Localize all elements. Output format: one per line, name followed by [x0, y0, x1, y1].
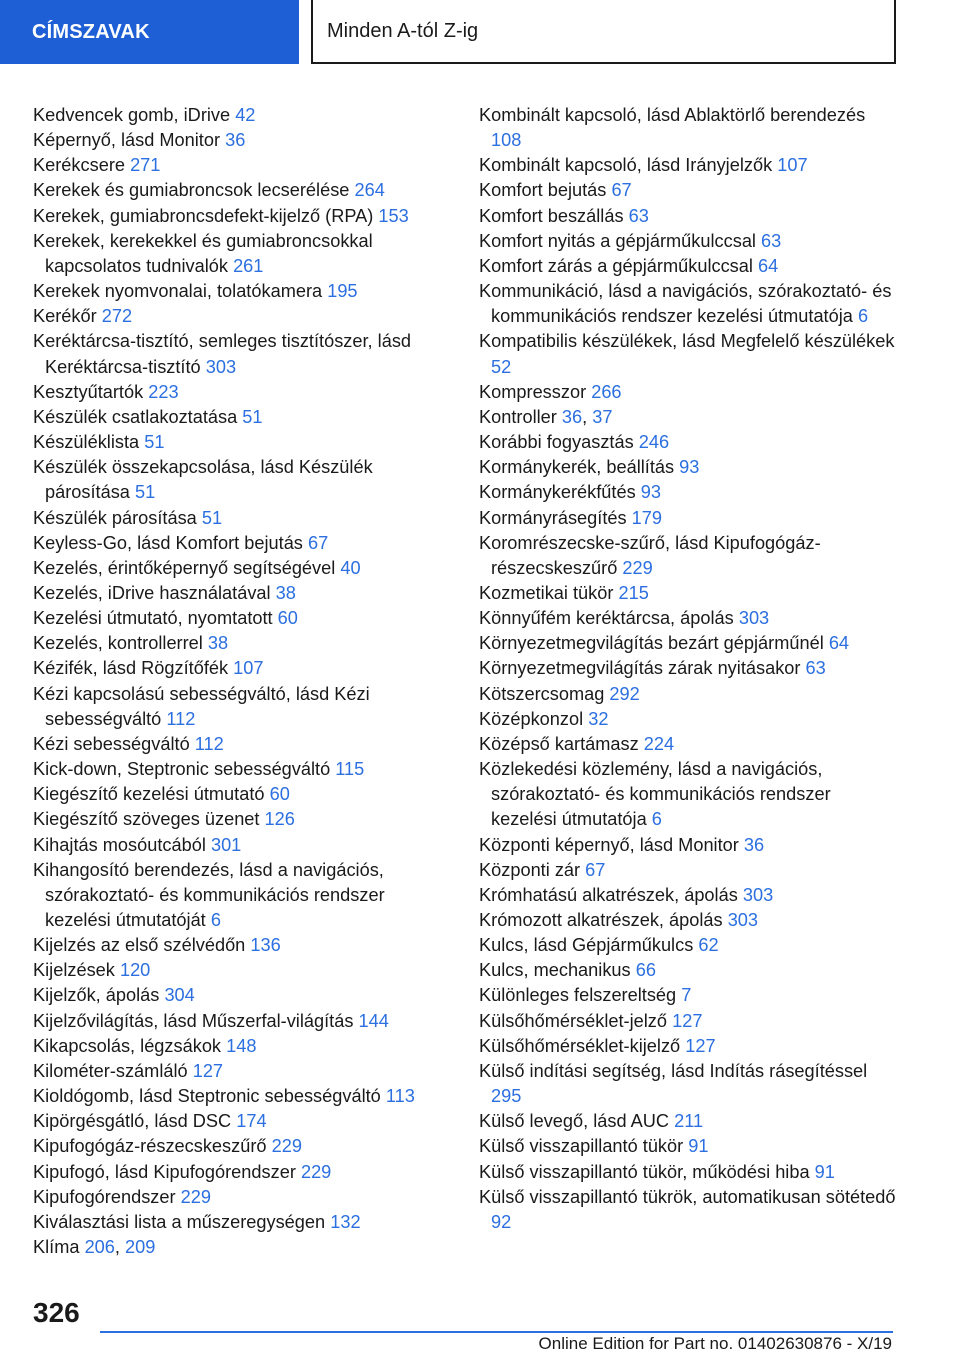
index-entry [479, 1009, 899, 1034]
index-entry [33, 178, 453, 203]
page-reference-link[interactable]: 272 [101, 306, 133, 327]
index-term: Kompresszor [479, 381, 587, 402]
index-entry [479, 480, 899, 505]
page-reference-link[interactable]: 303 [727, 910, 759, 930]
index-term: Komfort bejutás [479, 180, 607, 201]
index-entry [479, 103, 899, 153]
index-entry [479, 958, 899, 983]
index-term: Könnyűfém keréktárcsa, ápolás [479, 608, 734, 629]
page-reference-link[interactable]: 36 [225, 130, 246, 151]
index-entry [479, 983, 899, 1008]
index-term: Kijelzés az első szélvédőn [33, 935, 246, 956]
footer-divider [100, 1331, 893, 1333]
page-reference-link[interactable]: 264 [354, 180, 385, 201]
index-entry [33, 807, 453, 832]
page-reference-link[interactable]: 6 [857, 306, 869, 327]
index-term: Különleges felszereltség [479, 985, 677, 1006]
index-term: Készülék csatlakoztatása [33, 406, 238, 427]
index-entry [33, 204, 453, 229]
index-entry [33, 682, 453, 732]
page-number: 326 [33, 1297, 80, 1328]
page-reference-link[interactable]: 148 [226, 1035, 257, 1056]
page-reference-link[interactable]: 127 [192, 1060, 224, 1081]
index-term: Készülék párosítása [33, 507, 197, 528]
index-term: Kompatibilis készülékek, lásd Megfelelő készülékek [479, 331, 895, 352]
page-reference-link[interactable]: 113 [385, 1086, 415, 1107]
index-term: Keyless-Go, lásd Komfort bejutás [33, 532, 303, 553]
page-reference-link[interactable]: 32 [588, 708, 609, 729]
index-entry [33, 506, 453, 531]
index-term: Környezetmegvilágítás zárak nyitásakor [479, 658, 801, 679]
index-entry [33, 153, 453, 178]
page-reference-link[interactable]: 93 [679, 457, 700, 478]
index-term: Középkonzol [479, 708, 584, 729]
index-column-left [33, 103, 453, 1260]
index-term: Krómhatású alkatrészek, ápolás [479, 884, 738, 905]
index-term: Kézifék, lásd Rögzítőfék [33, 658, 229, 679]
index-term: Külsőhőmérséklet-jelző [479, 1010, 668, 1031]
index-term: Kesztyűtartók [33, 381, 144, 402]
page-reference-link[interactable]: 209 [125, 1237, 156, 1258]
index-entry [33, 1084, 453, 1109]
index-entry [479, 1109, 899, 1134]
page-reference-link[interactable]: 67 [611, 180, 632, 201]
page-reference-link[interactable]: 38 [207, 633, 229, 654]
page-reference-link[interactable]: 62 [698, 935, 719, 956]
index-term: Koromrészecske-szűrő, lásd Kipufogógáz-részecskeszűrő [479, 532, 821, 578]
index-term: Keréktárcsa-tisztító, semleges tisztítószer, lásd Keréktárcsa-tisztító [33, 331, 412, 377]
index-term: Központi képernyő, lásd Monitor [479, 834, 739, 855]
index-entry [479, 279, 899, 329]
page-reference-link[interactable]: 108 [491, 130, 522, 151]
index-term: Külső indítási segítség, lásd Indítás rásegítéssel [479, 1060, 868, 1081]
index-entry [33, 1185, 453, 1210]
index-entry [479, 1134, 899, 1159]
page-reference-link[interactable]: 107 [777, 155, 808, 176]
index-entry [33, 229, 453, 279]
index-entry [479, 204, 899, 229]
index-entry [479, 380, 899, 405]
page-reference-link[interactable]: 246 [638, 432, 670, 453]
index-term: Kormányrásegítés [479, 507, 627, 528]
index-entry [33, 933, 453, 958]
index-term: Krómozott alkatrészek, ápolás [479, 910, 723, 930]
index-entry [479, 933, 899, 958]
page-reference-link[interactable]: 303 [205, 356, 237, 377]
index-term: Kipufogógáz-részecskeszűrő [33, 1136, 267, 1157]
index-entry [479, 430, 899, 455]
index-term: Kommunikáció, lásd a navigációs, szórakoztató- és kommunikációs rendszer kezelési útmutatója [479, 281, 892, 327]
index-entry [479, 656, 899, 681]
page-reference-link[interactable]: 206 [84, 1237, 115, 1258]
index-term: Komfort beszállás [479, 205, 624, 226]
index-entry [479, 908, 899, 933]
page-reference-link[interactable]: 60 [269, 784, 290, 805]
page-reference-link[interactable]: 91 [814, 1161, 835, 1182]
index-entry [33, 1210, 453, 1235]
page-reference-link[interactable]: 112 [194, 733, 224, 754]
index-term: Kezelés, kontrollerrel [33, 633, 203, 654]
page-reference-link[interactable]: 107 [233, 658, 264, 679]
index-term: Kikapcsolás, légzsákok [33, 1035, 222, 1056]
index-term: Komfort nyitás a gépjárműkulccsal [479, 230, 756, 251]
index-term: Kick-down, Steptronic sebességváltó [33, 759, 331, 780]
index-term: Kézi kapcsolású sebességváltó, lásd Kézi sebességváltó [33, 683, 370, 729]
page-reference-link[interactable]: 51 [135, 482, 156, 503]
index-entry [479, 1034, 899, 1059]
page-reference-link[interactable]: 6 [210, 910, 221, 930]
index-term: Külső levegő, lásd AUC [479, 1111, 670, 1132]
index-entry [33, 531, 453, 556]
index-entry: Klíma 206, 209 [33, 1237, 156, 1258]
page-reference-link[interactable]: 66 [635, 960, 656, 981]
index-entry [479, 1059, 899, 1109]
index-term: Kijelzések [33, 960, 115, 981]
index-term: Külső visszapillantó tükör [479, 1136, 684, 1157]
index-term: Közlekedési közlemény, lásd a navigációs, szórakoztató- és kommunikációs rendszer kezelési útmutatója [479, 759, 831, 830]
index-term: Kozmetikai tükör [479, 582, 614, 603]
index-entry [33, 581, 453, 606]
section-title: Minden A-tól Z-ig [311, 0, 896, 64]
index-term: Korábbi fogyasztás [479, 432, 634, 453]
page-reference-link[interactable]: 7 [681, 985, 692, 1006]
page-reference-link[interactable]: 112 [166, 708, 196, 729]
index-term: Kiegészítő szöveges üzenet [33, 809, 260, 830]
index-term: Külsőhőmérséklet-kijelző [479, 1035, 681, 1056]
index-term: Kijelzők, ápolás [33, 985, 160, 1006]
index-entry [479, 1185, 899, 1235]
index-entry [479, 229, 899, 254]
index-entry [33, 958, 453, 983]
index-term: Komfort zárás a gépjárműkulccsal [479, 255, 753, 276]
index-entry [33, 1034, 453, 1059]
index-entry [479, 329, 899, 379]
page-reference-link[interactable]: 6 [651, 809, 662, 830]
page-reference-link[interactable]: 115 [335, 759, 365, 780]
index-entry [33, 1059, 453, 1084]
index-entry [479, 883, 899, 908]
index-column-right [479, 103, 899, 1235]
page-reference-link[interactable]: 224 [643, 733, 675, 754]
page-reference-link[interactable]: 292 [609, 683, 640, 704]
index-term: Kombinált kapcsoló, lásd Irányjelzők [479, 155, 773, 176]
index-entry [33, 279, 453, 304]
page-reference-link[interactable]: 179 [631, 507, 663, 528]
index-entry [33, 858, 453, 933]
page-reference-link[interactable]: 63 [628, 205, 649, 226]
index-entry [33, 782, 453, 807]
index-entry [479, 606, 899, 631]
page-reference-link[interactable]: 304 [164, 985, 195, 1006]
index-entry [33, 103, 453, 128]
index-entry [479, 732, 899, 757]
index-entry [33, 128, 453, 153]
index-term: Kedvencek gomb, iDrive [33, 105, 231, 125]
page-reference-link[interactable]: 91 [688, 1136, 709, 1157]
page-reference-link[interactable]: 36 [743, 834, 765, 855]
page-reference-link[interactable]: 67 [585, 859, 606, 880]
page-reference-link[interactable]: 303 [742, 884, 774, 905]
index-entry [33, 656, 453, 681]
index-entry [33, 405, 453, 430]
page-reference-link[interactable]: 132 [330, 1211, 361, 1232]
page-reference-link[interactable]: 60 [277, 608, 298, 629]
index-term: Külső visszapillantó tükör, működési hiba [479, 1161, 810, 1182]
index-term: Kulcs, lásd Gépjárműkulcs [479, 935, 694, 956]
index-entry [479, 506, 899, 531]
index-term: Kézi sebességváltó [33, 733, 190, 754]
index-entry [33, 631, 453, 656]
index-entry [33, 380, 453, 405]
page-reference-link[interactable]: 51 [144, 432, 165, 453]
index-term: Kioldógomb, lásd Steptronic sebességváltó [33, 1086, 381, 1107]
page-reference-link[interactable]: 42 [235, 105, 256, 125]
index-term: Kormánykerék, beállítás [479, 457, 675, 478]
index-entry [33, 606, 453, 631]
page-reference-link[interactable]: 215 [618, 582, 649, 603]
index-term: Középső kartámasz [479, 733, 639, 754]
index-term: Kombinált kapcsoló, lásd Ablaktörlő berendezés [479, 105, 866, 125]
index-term: Kilométer-számláló [33, 1060, 188, 1081]
page-reference-link[interactable]: 266 [591, 381, 622, 402]
index-term: Kipufogó, lásd Kipufogórendszer [33, 1161, 296, 1182]
index-term: Kihangosító berendezés, lásd a navigációs, szórakoztató- és kommunikációs rendszer kezelési útmutatóját [33, 859, 385, 930]
index-entry [33, 430, 453, 455]
index-entry [479, 153, 899, 178]
index-term: Kerekek nyomvonalai, tolatókamera [33, 281, 323, 302]
index-term: Kezelési útmutató, nyomtatott [33, 608, 273, 629]
index-term: Készülék összekapcsolása, lásd Készülék párosítása [33, 457, 373, 503]
index-term: Kerekek, gumiabroncsdefekt-kijelző (RPA) [33, 205, 374, 226]
index-entry [33, 329, 453, 379]
index-term: Kerékcsere [33, 155, 125, 176]
index-term: Központi zár [479, 859, 581, 880]
page-reference-link[interactable]: 37 [592, 406, 613, 427]
page-reference-link[interactable]: 120 [119, 960, 151, 981]
page-reference-link[interactable]: 229 [271, 1136, 302, 1157]
index-term: Kezelés, iDrive használatával [33, 582, 271, 603]
page-reference-link[interactable]: 229 [180, 1186, 211, 1207]
index-term: Kezelés, érintőképernyő segítségével [33, 557, 336, 578]
page-reference-link[interactable]: 51 [201, 507, 223, 528]
page-reference-link[interactable]: 64 [758, 255, 779, 276]
page-reference-link[interactable]: 127 [672, 1010, 703, 1031]
page-reference-link[interactable]: 144 [358, 1010, 389, 1031]
page-reference-link[interactable]: 211 [674, 1111, 704, 1132]
page-reference-link[interactable]: 36 [561, 406, 583, 427]
index-term: Készüléklista [33, 432, 140, 453]
page-reference-link[interactable]: 92 [491, 1211, 512, 1232]
index-term: Kiegészítő kezelési útmutató [33, 784, 265, 805]
index-entry [33, 732, 453, 757]
page-reference-link[interactable]: 271 [130, 155, 161, 176]
page-reference-link[interactable]: 40 [340, 557, 361, 578]
index-term: Kötszercsomag [479, 683, 605, 704]
index-term: Képernyő, lásd Monitor [33, 130, 221, 151]
index-term: Kerékőr [33, 306, 97, 327]
page-reference-link[interactable]: 51 [242, 406, 263, 427]
index-entry [33, 1109, 453, 1134]
page-reference-link[interactable]: 126 [264, 809, 295, 830]
index-entry [479, 581, 899, 606]
index-term: Kulcs, mechanikus [479, 960, 631, 981]
edition-info: Online Edition for Part no. 01402630876 - X/19 [538, 1334, 892, 1353]
page-reference-link[interactable]: 63 [761, 230, 782, 251]
index-term: Kiválasztási lista a műszeregységen [33, 1211, 326, 1232]
page-reference-link[interactable]: 52 [491, 356, 512, 377]
index-entry [479, 858, 899, 883]
page-reference-link[interactable]: 223 [148, 381, 179, 402]
index-term: Kipufogórendszer [33, 1186, 176, 1207]
index-entry [33, 833, 453, 858]
page-reference-link[interactable]: 67 [307, 532, 329, 553]
index-entry [479, 531, 899, 581]
index-entry [33, 455, 453, 505]
index-term: Kijelzővilágítás, lásd Műszerfal-világítás [33, 1010, 354, 1031]
page-reference-link[interactable]: 153 [378, 205, 409, 226]
index-entry [33, 1160, 453, 1185]
section-tab: CÍMSZAVAK [0, 0, 299, 64]
index-term: Klíma [33, 1237, 80, 1258]
index-entry [479, 1160, 899, 1185]
index-entry [33, 757, 453, 782]
page-reference-link[interactable]: 229 [300, 1161, 332, 1182]
index-entry [33, 556, 453, 581]
index-term: Kihajtás mosóutcából [33, 834, 206, 855]
index-entry [479, 833, 899, 858]
index-entry [33, 1009, 453, 1034]
page-reference-link[interactable]: 63 [805, 658, 826, 679]
page-reference-link[interactable]: 127 [685, 1035, 716, 1056]
index-term: Kipörgésgátló, lásd DSC [33, 1111, 232, 1132]
index-entry [479, 455, 899, 480]
page-reference-link[interactable]: 93 [640, 482, 661, 503]
page-reference-link[interactable]: 301 [210, 834, 242, 855]
page-reference-link[interactable]: 174 [236, 1111, 267, 1132]
index-term: Külső visszapillantó tükrök, automatikusan sötétedő [479, 1186, 896, 1207]
index-term: Környezetmegvilágítás bezárt gépjárműnél [479, 633, 824, 654]
page-reference-link[interactable]: 38 [275, 582, 296, 603]
index-term: Kerekek, kerekekkel és gumiabroncsokkal kapcsolatos tudnivalók [33, 230, 373, 276]
index-entry [479, 682, 899, 707]
index-term: Kerekek és gumiabroncsok lecserélése [33, 180, 350, 201]
index-entry [33, 983, 453, 1008]
page-reference-link[interactable]: 195 [327, 281, 358, 302]
page-reference-link[interactable]: 136 [250, 935, 281, 956]
page-reference-link[interactable]: 261 [233, 255, 264, 276]
index-entry [33, 304, 453, 329]
index-entry [479, 178, 899, 203]
index-entry [33, 1134, 453, 1159]
page-reference-link[interactable]: 295 [491, 1086, 522, 1107]
page-reference-link[interactable]: 303 [738, 608, 770, 629]
index-entry [479, 757, 899, 832]
index-entry [479, 707, 899, 732]
page-reference-link[interactable]: 229 [622, 557, 653, 578]
index-entry: Kontroller 36, 37 [479, 406, 613, 427]
index-entry [479, 631, 899, 656]
page-reference-link[interactable]: 64 [828, 633, 850, 654]
index-term: Kormánykerékfűtés [479, 482, 636, 503]
index-term: Kontroller [479, 406, 557, 427]
index-entry [479, 254, 899, 279]
